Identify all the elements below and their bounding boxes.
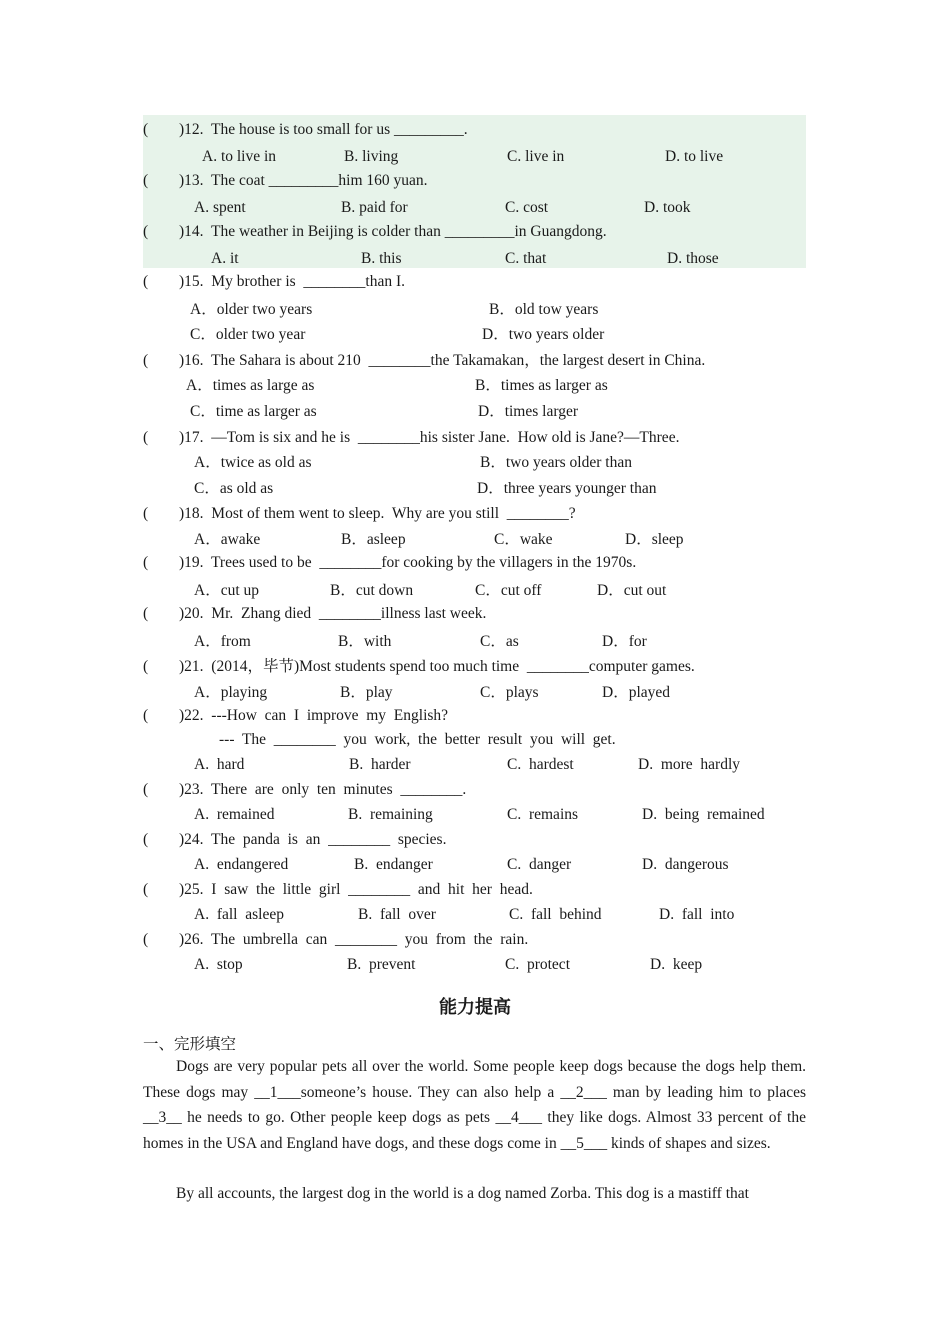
option: B. endanger (354, 856, 433, 873)
option: D. being remained (642, 806, 765, 823)
section-title: 能力提高 (439, 997, 511, 1018)
question-18: ( )18. Most of them went to sleep. Why are you still ________? (143, 505, 576, 522)
option: B. prevent (347, 956, 416, 973)
question-25: ( )25. I saw the little girl ________ and hit her head. (143, 881, 533, 898)
question-20: ( )20. Mr. Zhang died ________illness last week. (143, 605, 487, 622)
question-21: ( )21. (2014，毕节)Most students spend too much time ________computer games. (143, 658, 695, 675)
option: A. it (211, 250, 239, 267)
question-15: ( )15. My brother is ________than I. (143, 273, 406, 290)
question-22: ( )22. ---How can I improve my English? (143, 707, 449, 724)
option: D. fall into (659, 906, 735, 923)
option: B. harder (349, 756, 411, 773)
option: A. endangered (194, 856, 289, 873)
option: B．cut down (330, 582, 414, 599)
option: C. fall behind (509, 906, 602, 923)
option: D. keep (650, 956, 703, 973)
option: B．with (338, 633, 392, 650)
option: C. danger (507, 856, 572, 873)
option: B. this (361, 250, 402, 267)
option: D．three years younger than (477, 480, 657, 497)
question-16: ( )16. The Sahara is about 210 ________the Takamakan，the largest desert in China. (143, 352, 706, 369)
option: C．plays (480, 684, 539, 701)
option: B. paid for (341, 199, 408, 216)
question-17: ( )17. —Tom is six and he is ________his sister Jane. How old is Jane?—Three. (143, 429, 680, 446)
question-23: ( )23. There are only ten minutes ________. (143, 781, 467, 798)
cloze-paragraph-1: Dogs are very popular pets all over the world. Some people keep dogs because the dogs help them. These dogs may __1___someone’s house. They can also help a __2___ man by leading him to places __3__ he needs to go. Other people keep dogs as pets __4___ they like dogs. Almost 33 percent of the homes in the USA and England have dogs, and these dogs come in __5___ kinds of shapes and sizes. (143, 1058, 806, 1152)
option: A. remained (194, 806, 275, 823)
option: D. dangerous (642, 856, 729, 873)
option: D．times larger (478, 403, 579, 420)
option: A．awake (194, 531, 261, 548)
option: A．from (194, 633, 251, 650)
option: B．times as larger as (475, 377, 608, 394)
option: A. fall asleep (194, 906, 284, 923)
option: C．older two year (190, 326, 306, 343)
option: D. those (667, 250, 719, 267)
option: A．times as large as (186, 377, 315, 394)
option: D．cut out (597, 582, 667, 599)
question-12: ( )12. The house is too small for us _________. (143, 121, 468, 138)
option: A. to live in (202, 148, 277, 165)
question-26: ( )26. The umbrella can ________ you from the rain. (143, 931, 529, 948)
option: B. remaining (348, 806, 433, 823)
option: B．play (340, 684, 393, 701)
dialogue-line: --- The ________ you work, the better result you will get. (219, 731, 616, 748)
option: B．old tow years (489, 301, 599, 318)
option: C. remains (507, 806, 579, 823)
option: C．as old as (194, 480, 274, 497)
question-19: ( )19. Trees used to be ________for cooking by the villagers in the 1970s. (143, 554, 637, 571)
option: A. hard (194, 756, 245, 773)
question-14: ( )14. The weather in Beijing is colder than _________in Guangdong. (143, 223, 607, 240)
question-24: ( )24. The panda is an ________ species. (143, 831, 447, 848)
option: B. living (344, 148, 399, 165)
option: B．asleep (341, 531, 406, 548)
option: C．wake (494, 531, 553, 548)
question-13: ( )13. The coat _________him 160 yuan. (143, 172, 428, 189)
option: A．playing (194, 684, 268, 701)
option: C. hardest (507, 756, 574, 773)
option: D．two years older (482, 326, 605, 343)
option: A. spent (194, 199, 246, 216)
option: A．twice as old as (194, 454, 312, 471)
option: D．played (602, 684, 671, 701)
option: C. live in (507, 148, 565, 165)
option: C．as (480, 633, 519, 650)
cloze-heading: 一、完形填空 (143, 1035, 237, 1053)
option: A. stop (194, 956, 243, 973)
option: C. protect (505, 956, 570, 973)
option: C. that (505, 250, 547, 267)
option: A．older two years (190, 301, 313, 318)
option: D. to live (665, 148, 724, 165)
option: C．time as larger as (190, 403, 317, 420)
option: D．for (602, 633, 647, 650)
option: C．cut off (475, 582, 542, 599)
option: D．sleep (625, 531, 684, 548)
option: B. fall over (358, 906, 436, 923)
option: D. more hardly (638, 756, 741, 773)
option: B．two years older than (480, 454, 632, 471)
cloze-paragraph-2: By all accounts, the largest dog in the world is a dog named Zorba. This dog is a mastiff that (176, 1185, 749, 1202)
option: C. cost (505, 199, 549, 216)
option: A．cut up (194, 582, 260, 599)
option: D. took (644, 199, 691, 216)
